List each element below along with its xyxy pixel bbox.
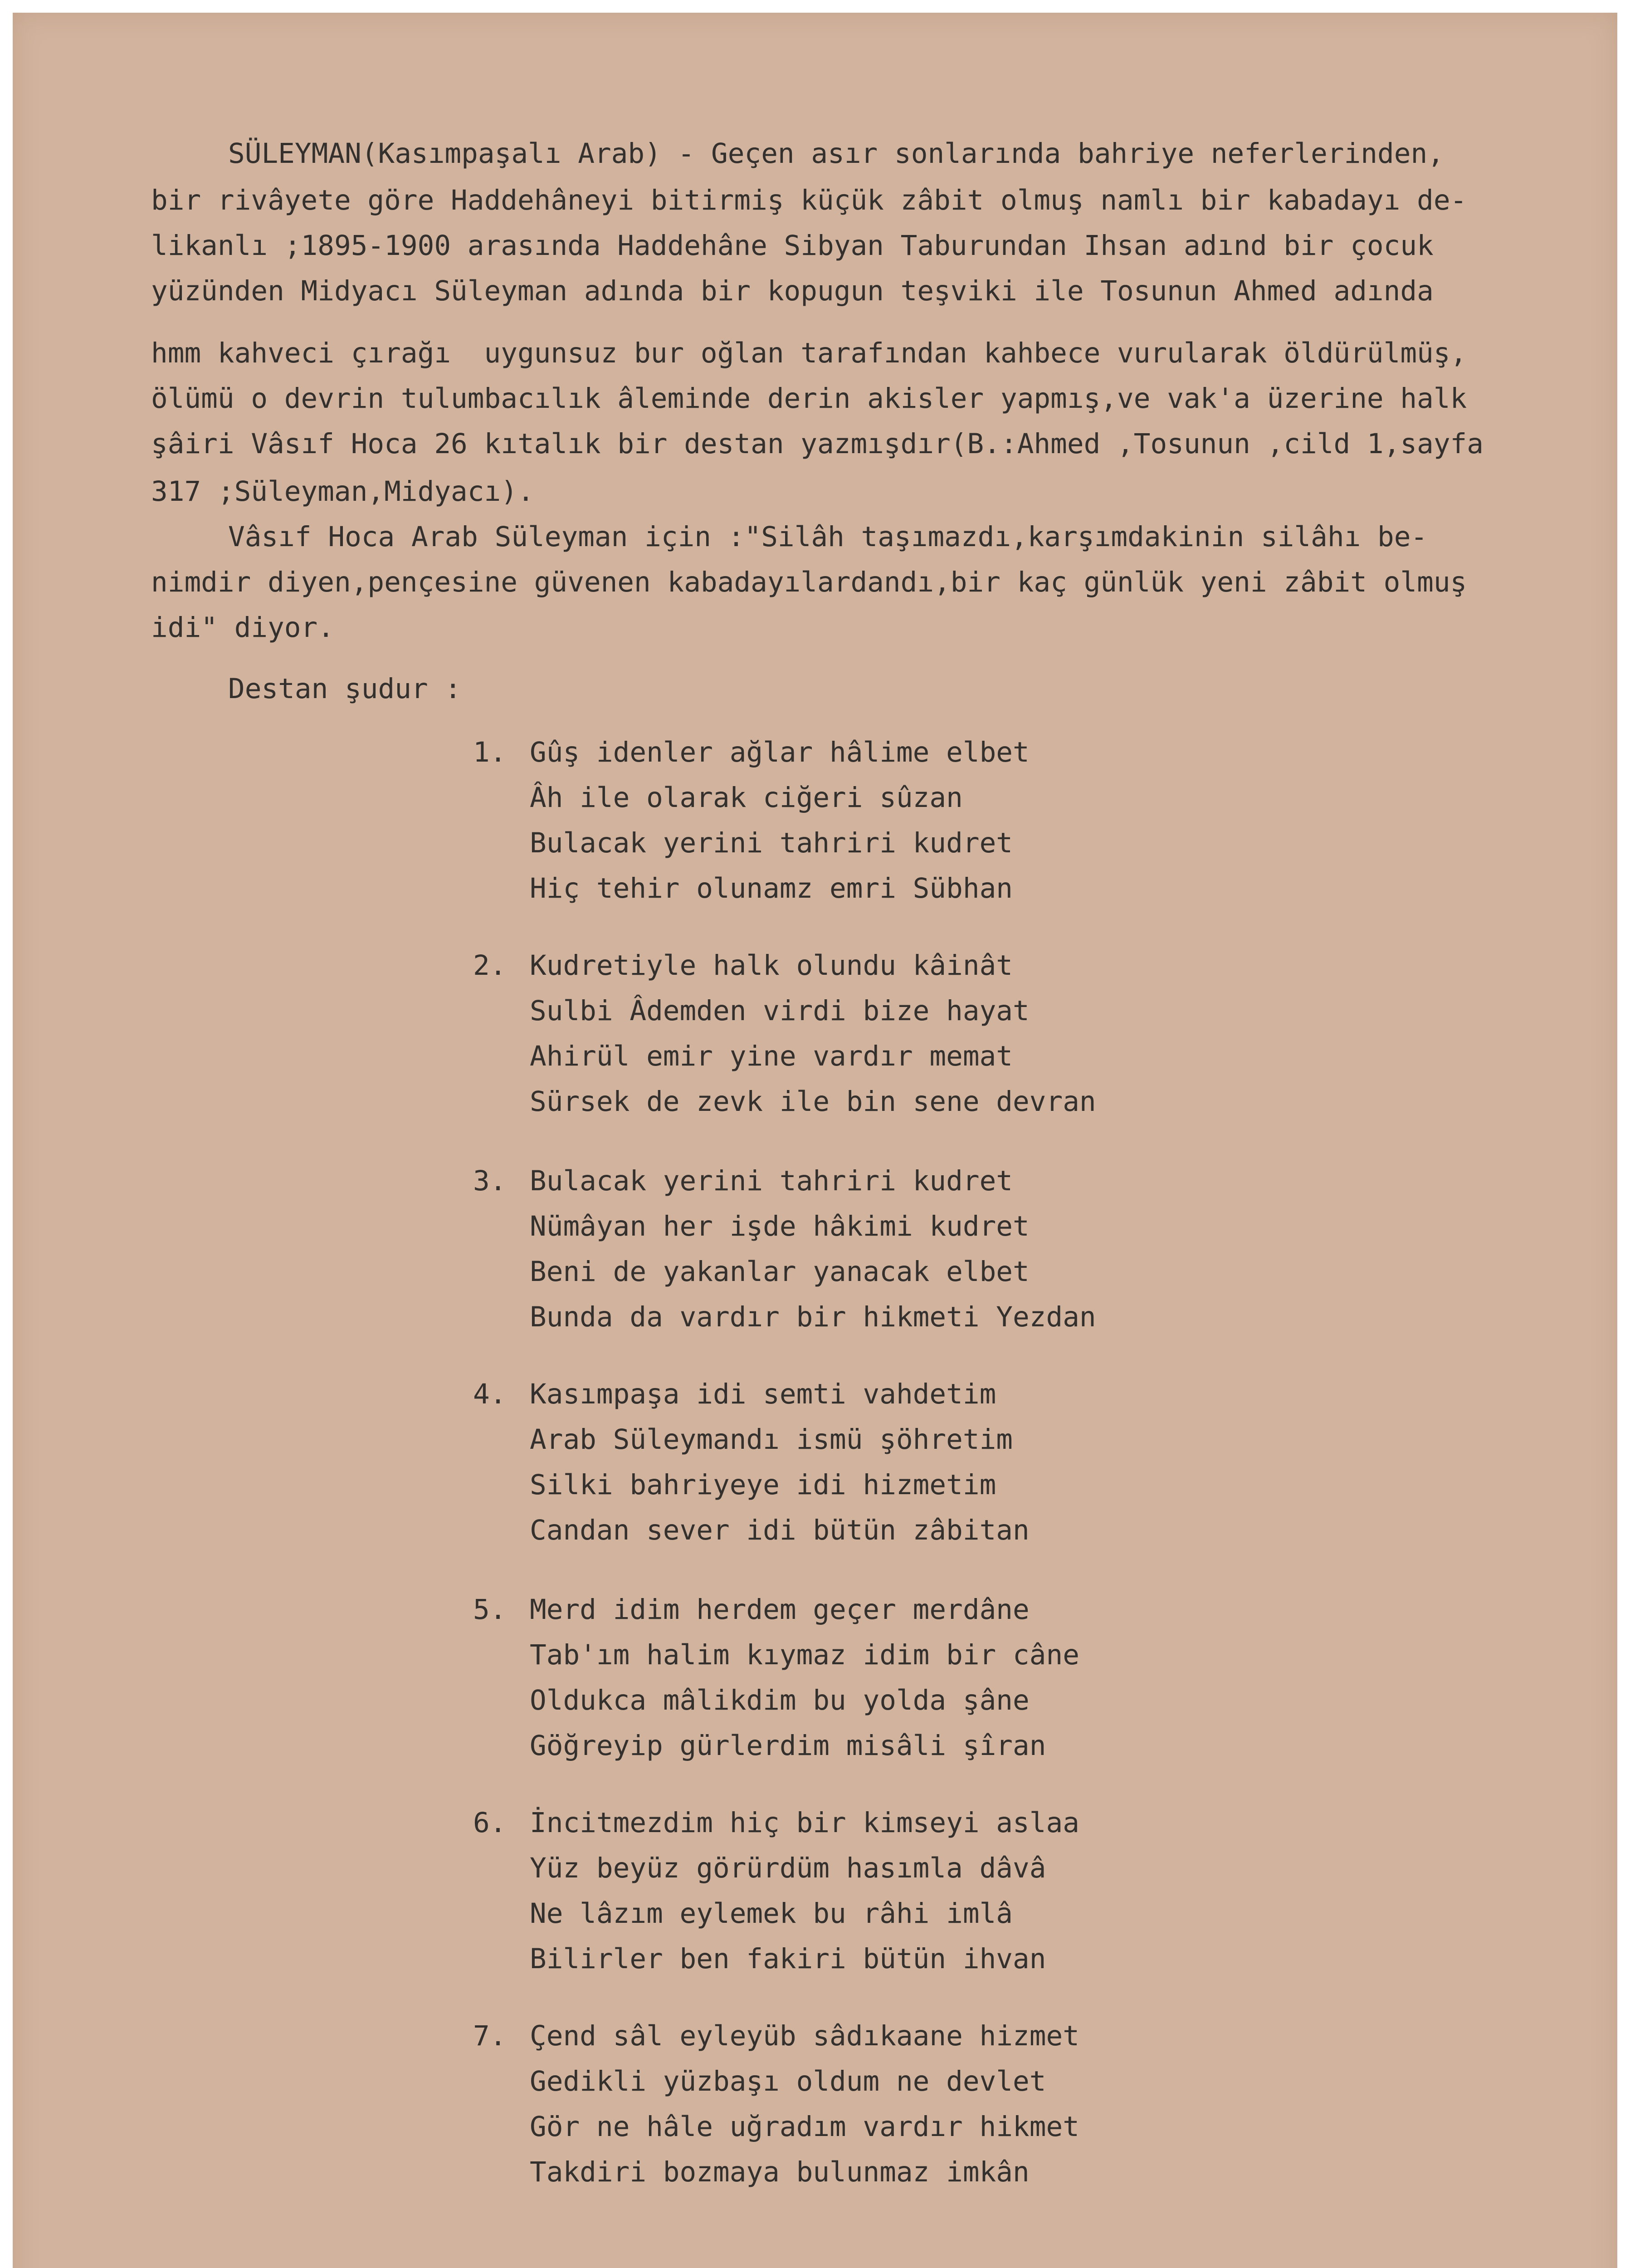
verse-line: İncitmezdim hiç bir kimseyi aslaa (530, 1807, 1079, 1839)
verse-line: Beni de yakanlar yanacak elbet (530, 1256, 1030, 1288)
verse-line: Hiç tehir olunamz emri Sübhan (530, 872, 1013, 904)
stanza-number: 4. (473, 1378, 507, 1410)
destan-heading: Destan şudur : (228, 673, 462, 705)
stanza-number: 3. (473, 1165, 507, 1197)
verse-line: Oldukca mâlikdim bu yolda şâne (530, 1684, 1030, 1716)
quote-line: nimdir diyen,pençesine güvenen kabadayılardandı,bir kaç günlük yeni zâbit olmuş (151, 566, 1467, 598)
verse-line: Âh ile olarak ciğeri sûzan (530, 782, 963, 814)
verse-line: Candan sever idi bütün zâbitan (530, 1514, 1030, 1546)
typed-document-page (13, 13, 1617, 2268)
verse-line: Arab Süleymandı ismü şöhretim (530, 1423, 1013, 1456)
verse-line: Ne lâzım eylemek bu râhi imlâ (530, 1897, 1013, 1930)
verse-line: Sürsek de zevk ile bin sene devran (530, 1085, 1096, 1118)
verse-line: Ahirül emir yine vardır memat (530, 1040, 1013, 1072)
verse-line: Bulacak yerini tahriri kudret (530, 1165, 1013, 1197)
intro-line: likanlı ;1895-1900 arasında Haddehâne Sibyan Taburundan Ihsan adınd bir çocuk (151, 230, 1434, 262)
intro-line: hmm kahveci çırağı uygunsuz bur oğlan tarafından kahbece vurularak öldürülmüş, (151, 337, 1467, 369)
intro-line: yüzünden Midyacı Süleyman adında bir kopugun teşviki ile Tosunun Ahmed adında (151, 275, 1434, 307)
intro-line: SÜLEYMAN(Kasımpaşalı Arab) - Geçen asır sonlarında bahriye neferlerinden, (228, 137, 1444, 170)
verse-line: Gedikli yüzbaşı oldum ne devlet (530, 2065, 1046, 2097)
intro-line: bir rivâyete göre Haddehâneyi bitirmiş küçük zâbit olmuş namlı bir kabadayı de- (151, 184, 1467, 216)
verse-line: Tab'ım halim kıymaz idim bir câne (530, 1639, 1079, 1671)
verse-line: Nümâyan her işde hâkimi kudret (530, 1210, 1030, 1242)
verse-line: Bulacak yerini tahriri kudret (530, 827, 1013, 859)
verse-line: Göğreyip gürlerdim misâli şîran (530, 1730, 1046, 1762)
intro-line: şâiri Vâsıf Hoca 26 kıtalık bir destan yazmışdır(B.:Ahmed ,Tosunun ,cild 1,sayfa (151, 428, 1484, 460)
verse-line: Gör ne hâle uğradım vardır hikmet (530, 2111, 1079, 2143)
stanza-number: 2. (473, 949, 507, 982)
verse-line: Silki bahriyeye idi hizmetim (530, 1469, 996, 1501)
stanza-number: 1. (473, 736, 507, 768)
verse-line: Merd idim herdem geçer merdâne (530, 1593, 1030, 1626)
verse-line: Çend sâl eyleyüb sâdıkaane hizmet (530, 2020, 1079, 2052)
verse-line: Yüz beyüz görürdüm hasımla dâvâ (530, 1852, 1046, 1884)
verse-line: Takdiri bozmaya bulunmaz imkân (530, 2156, 1030, 2188)
verse-line: Kasımpaşa idi semti vahdetim (530, 1378, 996, 1410)
verse-line: Sulbi Âdemden virdi bize hayat (530, 995, 1030, 1027)
verse-line: Kudretiyle halk olundu kâinât (530, 949, 1013, 982)
stanza-number: 5. (473, 1593, 507, 1626)
intro-line: 317 ;Süleyman,Midyacı). (151, 475, 534, 508)
intro-line: ölümü o devrin tulumbacılık âleminde derin akisler yapmış,ve vak'a üzerine halk (151, 382, 1467, 415)
quote-line: idi" diyor. (151, 611, 334, 644)
verse-line: Gûş idenler ağlar hâlime elbet (530, 736, 1030, 768)
stanza-number: 7. (473, 2020, 507, 2052)
stanza-number: 6. (473, 1807, 507, 1839)
verse-line: Bunda da vardır bir hikmeti Yezdan (530, 1301, 1096, 1333)
verse-line: Bilirler ben fakiri bütün ihvan (530, 1943, 1046, 1975)
quote-line: Vâsıf Hoca Arab Süleyman için :"Silâh taşımazdı,karşımdakinin silâhı be- (228, 521, 1428, 553)
